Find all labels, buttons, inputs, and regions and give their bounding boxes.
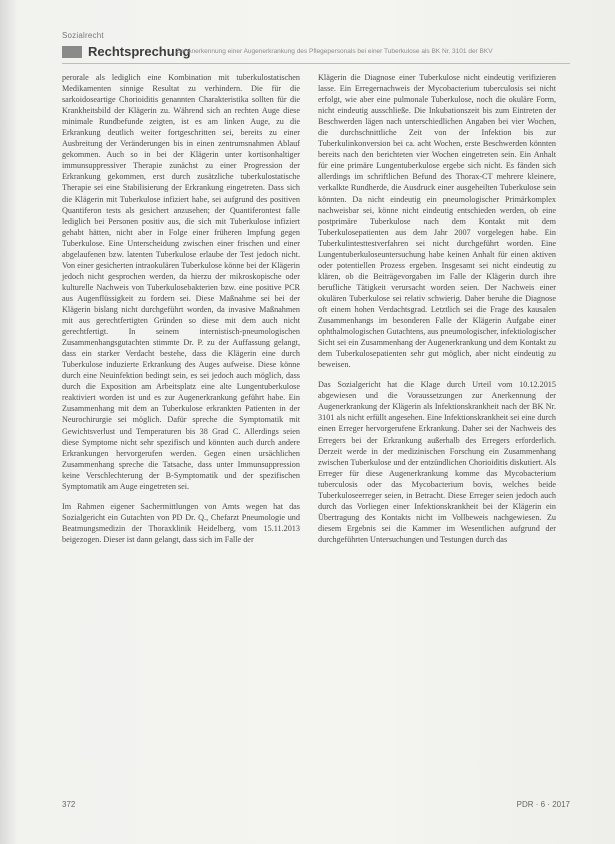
paragraph: Das Sozialgericht hat die Klage durch Urteil vom 10.12.2015 abgewiesen und die Voraussetzungen zur Anerkennung der Augenerkrankung der Klägerin als Infektionskrankheit nach der BK Nr. 3101 als nicht erfüllt angesehen. Eine Infektionskrankheit sei eine durch einen Erreger hervorgerufene Erkrankung. Daher sei der Nachweis des Erregers bei der Erkrankung außerhalb des Erregers erforderlich. Derzeit werde in der medizinischen Forschung ein Zusammenhang zwischen Tuberkulose und der entzündlichen Chorioiditis diskutiert. Als Erreger für diese Augenerkrankung komme das Mycobacterium tuberculosis oder das Mycobacterium bovis, welches beide Tuberkuloseerreger seien, in Betracht. Diese Erreger seien jedoch auch durch das Vorliegen einer Infektionskrankheit bei der Klägerin ein Übertragung des Kontakts nicht im Vollbeweis nachgewiesen. Zu diesem Ergebnis sei die Kammer im Wesentlichen aufgrund der durchgeführten Untersuchungen und Testungen durch das bbox=[318, 380, 556, 544]
paragraph: Klägerin die Diagnose einer Tuberkulose nicht eindeutig verifizieren lasse. Ein Erregernachweis der Mycobacterium tuberculosis sei nicht erfolgt, wie aber eine pulmonale Tuberkulose, noch die okuläre Form, nicht eindeutig ausschließe. Die Inkubationszeit bis zum Eintreten der Beschwerden lägen nach unterschiedlichen Angaben bei vier Wochen, die durchschnittliche Zeit von der Infektion bis zur Tuberkulinkonversion bei ca. acht Wochen, erste Beschwerden könnten bereits nach den berichteten vier Wochen eingetreten sein. Ein Anhalt für eine primäre Lungentuberkulose ergebe sich nicht. Es fänden sich allerdings im schriftlichen Befund des Thorax-CT mehrere kleinere, verkalkte Rundherde, die Ausdruck einer ausgeheilten Tuberkulose sein könnten. Da nicht eindeutig ein pneumologischer Primärkomplex nachweisbar sei, könne nicht eindeutig entschieden werden, ob eine postprimäre Tuberkulose nach dem Kontakt mit dem Tuberkulosepatienten aus dem Jahr 2007 vorgelegen habe. Ein Tuberkulintesttestverfahren sei nicht durchgeführt worden. Eine Lungentuberkuloseuntersuchung habe keinen Anhalt für einen aktiven oder potentiellen Prozess ergeben. Insgesamt sei nicht eindeutig zu klären, ob die Beiträgevorgaben im Falle der Klägerin durch ihre berufliche Tätigkeit verursacht worden seien. Der Nachweis einer okulären Tuberkulose sei relativ schwierig. Daher beruhe die Diagnose oft einem hohen Verdachtsgrad. Letztlich sei die Frage des kausalen Zusammenhangs im besonderen Falle der Klägerin Aufgabe einer ophthalmologischen Gutachtens, aus pneumologischer, infektiologischer Sicht sei ein Zusammenhang der Augenerkrankung und dem Kontakt zu dem Tuberkulosepatienten sehr gut möglich, aber nicht eindeutig zu beweisen. bbox=[318, 73, 556, 370]
text-column-left bbox=[62, 72, 300, 554]
page-header bbox=[62, 44, 570, 60]
paragraph: Im Rahmen eigener Sachermittlungen von Amts wegen hat das Sozialgericht ein Gutachten von PD Dr. Q., Chefarzt Pneumologie und Beatmungsmedizin der Thoraxklinik Heidelberg, vom 15.11.2013 beigezogen. Dieser ist dann gelangt, dass sich im Falle der bbox=[62, 501, 300, 544]
journal-issue: PDR · 6 · 2017 bbox=[516, 800, 570, 809]
page-subtitle: Zur Anerkennung einer Augenerkrankung des Pflegepersonals bei einer Tuberkulose als BK Nr. 3101 der BKV bbox=[176, 48, 493, 55]
section-label: Sozialrecht bbox=[62, 31, 104, 40]
paragraph: perorale als lediglich eine Kombination mit tuberkulostatischen Medikamenten sinnige Resultat zu verhindern. Die für die sarkoidoseartige Chorioiditis genannten Charakteristika sollten für die Krankheitsbild der Klägerin zu. Während sich an rechten Auge diese minimale Rundbefunde zeigten, ist es am linken Auge, zu die Erkrankung deutlich weiter fortgeschritten sei, bereits zu einer Ausbreitung der Veränderungen bis in einen zentrumsnahmen Ablauf gekommen. Auch so in bei der Klägerin unter kortisonhaltiger immunsuppressiver Therapie zunächst zu einer Progression der Erkrankung gekommen, erst durch zusätzliche tuberkulostatische Therapie sei eine Stabilisierung der Erkrankung eingetreten. Dass sich die Klägerin mit Tuberkulose infiziert habe, sei aufgrund des positiven Quantiferon tests als gesichert anzusehen; der Quantiferontest falle lediglich bei Personen positiv aus, die sich mit Tuberkulose infiziert gehabt hätten, nicht aber in Folge einer früheren Impfung gegen Tuberkulose. Eine Unterscheidung zwischen einer frischen und einer abgelaufenen bzw. latenten Tuberkulose erlaube der Test jedoch nicht. Von einer gesicherten intraokulären Tuberkulose könne bei der Klägerin jedoch nicht gesprochen werden, da hierzu der mikroskopische oder kulturelle Nachweis von Tuberkulosebakterien bzw. eine positive PCR aus Augenflüssigkeit zu fordern sei. Diese Maßnahme sei bei der Klägerin bislang nicht durchgeführt worden, da invasive Maßnahmen mit aus gerechtfertigten Gründen so diese mit dem auch nicht gerechtfertigt. In seinem internistisch-pneumologischen Zusammenhangsgutachten stimmte Dr. P. zu der Auffassung gelangt, dass ein starker Verdacht bestehe, dass die Klägerin eine durch Tuberkulose induzierte Erkrankung des Auges aufweise. Diese könne durch eine Neuinfektion bedingt sein, es sei jedoch auch möglich, dass durch die Exposition am Arbeitsplatz eine alte Lungentuberkulose reaktiviert worden ist und es zur Augenerkrankung geführt habe. Ein Zusammenhang mit dem an Tuberkulose erkrankten Patienten in der Neurochirurgie sei möglich. Dafür spreche die Symptomatik mit Gewichtsverlust und Temperaturen bis 38 Grad C. Allerdings seien diese Symptome nicht sehr spezifisch und könnten auch durch andere Erkrankungen hervorgerufen werden. Gegen einen ursächlichen Zusammenhang spreche die Tatsache, dass unter Immunsuppression keine Verschlechterung der B-Symptomatik und der spezifischen Symptomatik am Auge eingetreten sei. bbox=[62, 73, 300, 491]
text-column-right bbox=[318, 72, 556, 554]
header-accent-block bbox=[62, 46, 82, 58]
page-number: 372 bbox=[62, 800, 76, 809]
header-divider bbox=[62, 63, 570, 64]
page-title: Rechtsprechung bbox=[88, 44, 191, 59]
